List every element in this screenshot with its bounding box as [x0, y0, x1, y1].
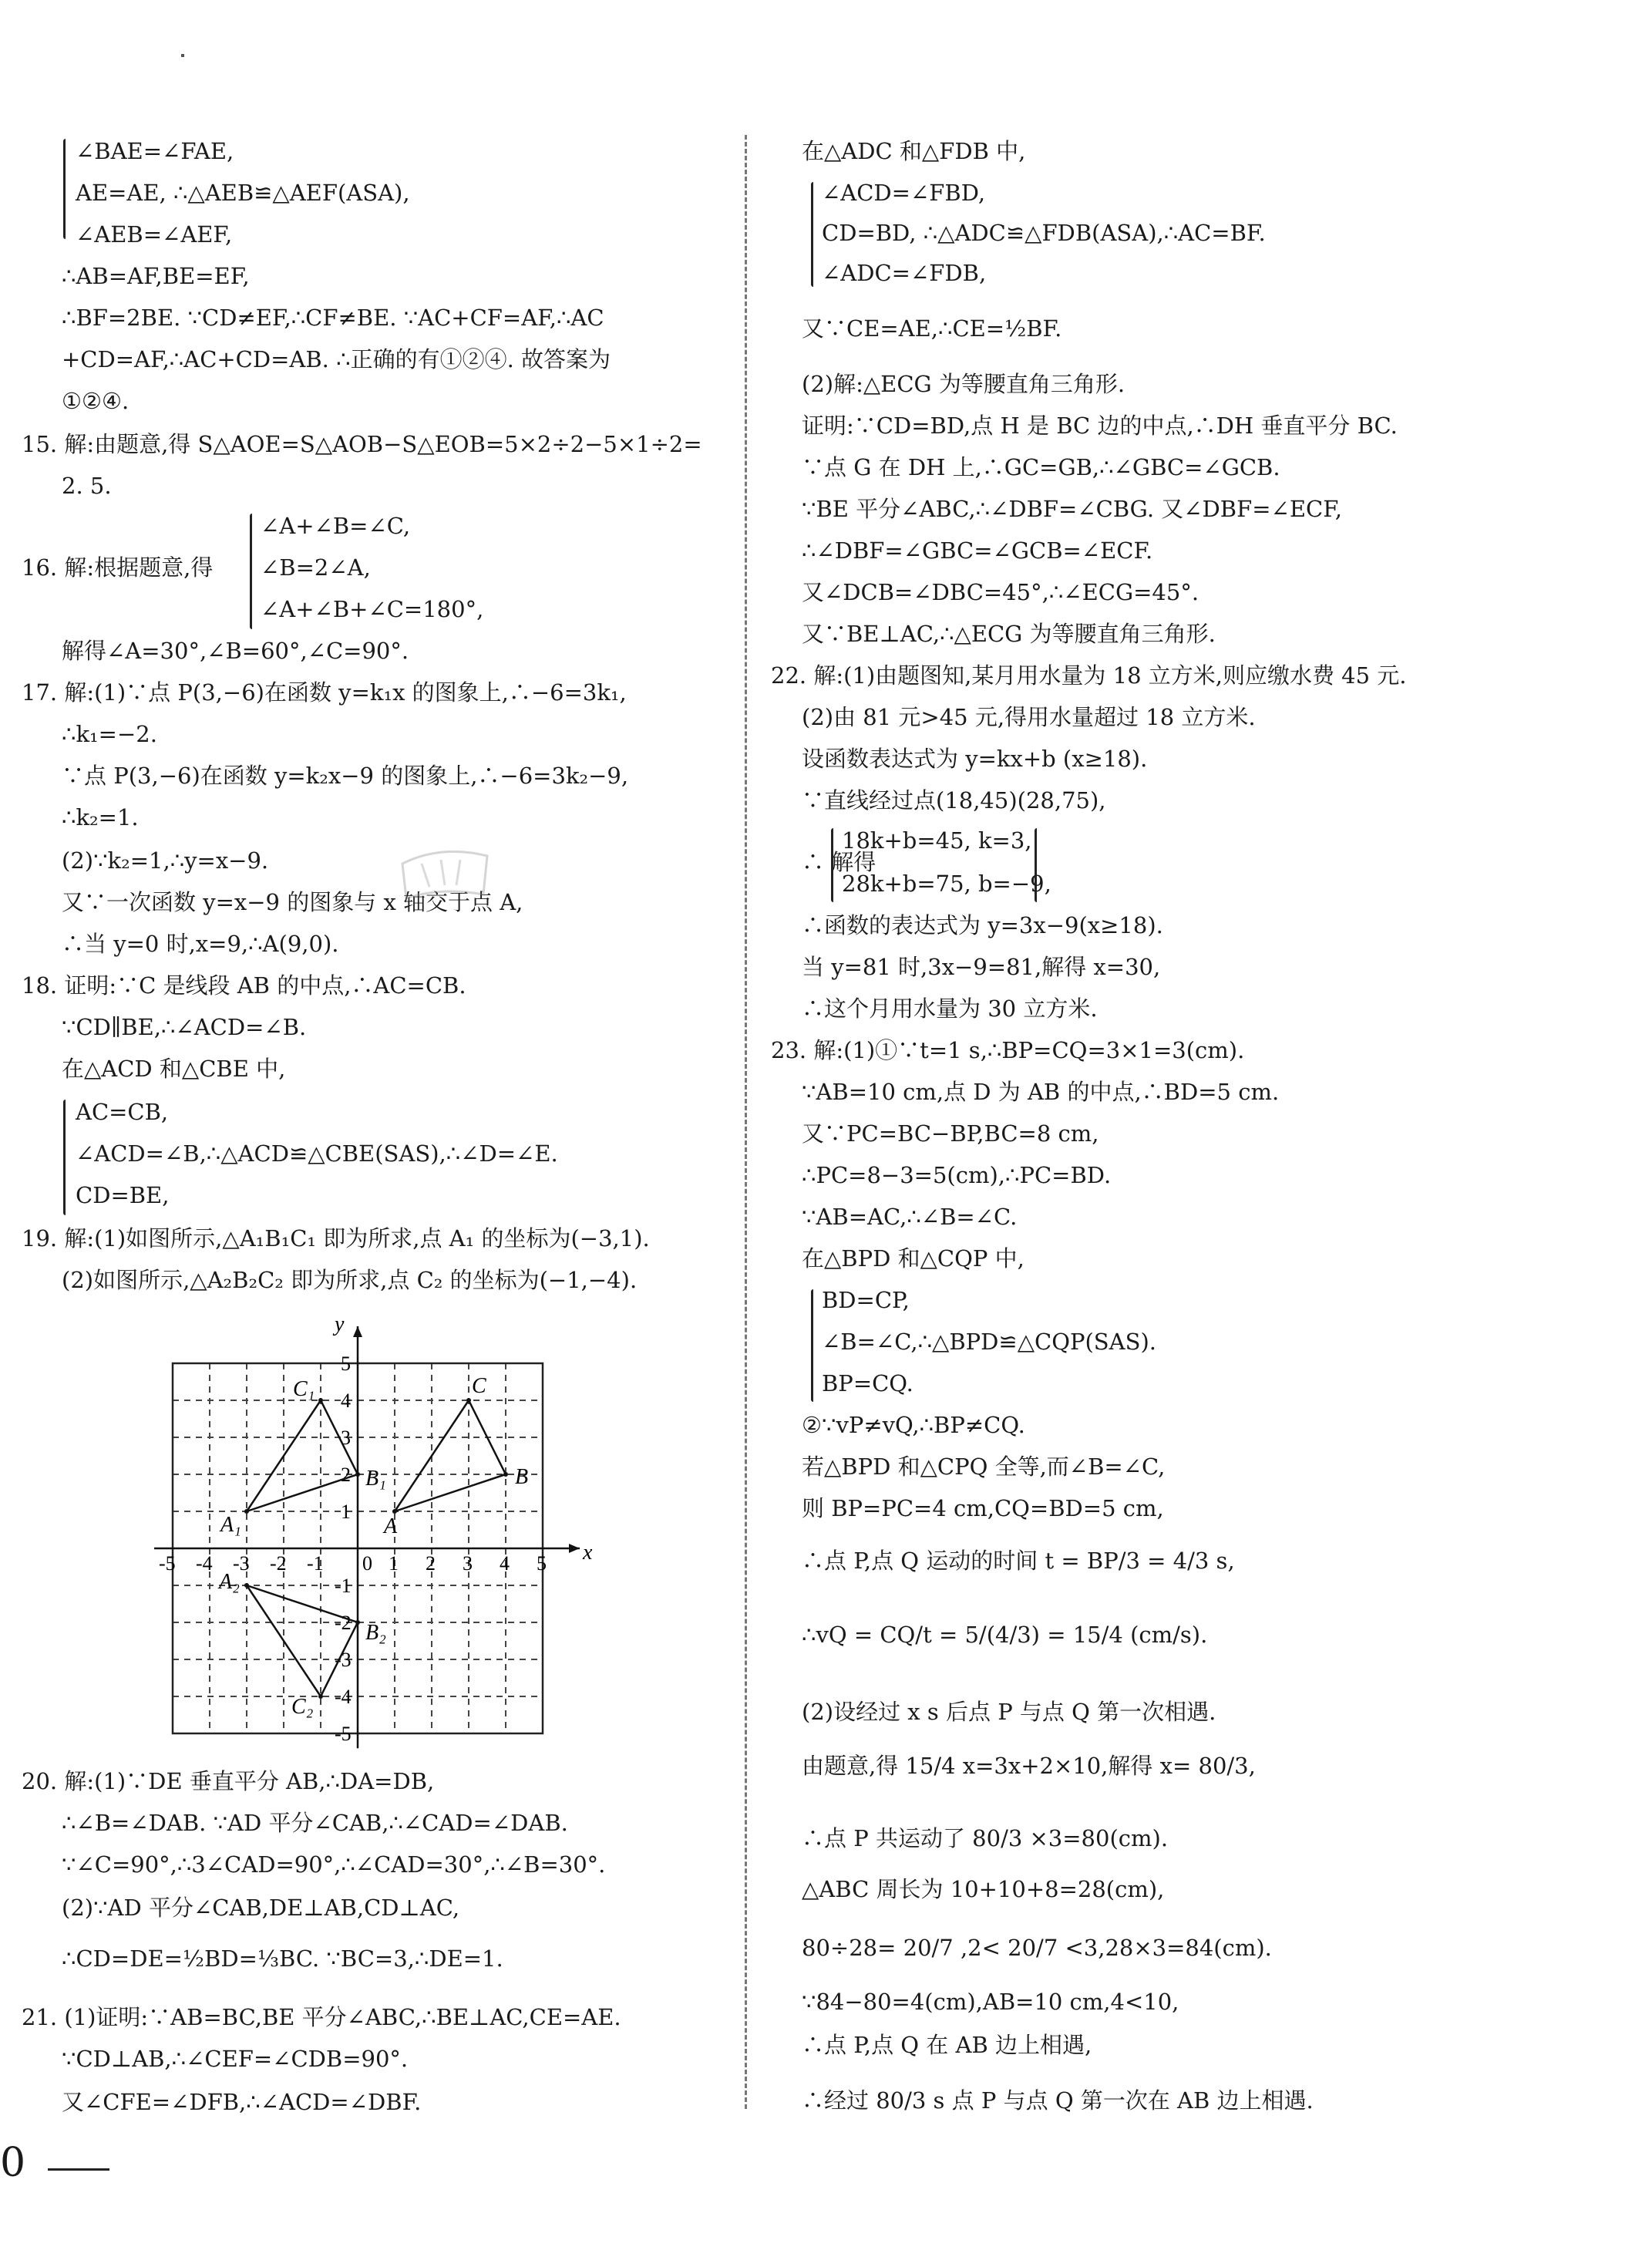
- text-line: ∠B=∠C,∴△BPD≌△CQP(SAS).: [822, 1329, 1157, 1355]
- text-line: BP=CQ.: [822, 1370, 913, 1396]
- vertex-point: [244, 1509, 249, 1514]
- text-line: CD=BE,: [76, 1182, 170, 1208]
- vertex-point: [244, 1583, 249, 1588]
- text-line: 2. 5.: [62, 473, 112, 499]
- text-line: (2)∵k₂=1,∴y=x−9.: [62, 847, 269, 874]
- text-line: (2)∵AD 平分∠CAB,DE⊥AB,CD⊥AC,: [62, 1895, 460, 1921]
- vertex-label: A: [384, 1514, 398, 1538]
- text-line: ∠ACD=∠FBD,: [822, 180, 986, 206]
- x-axis-label: x: [583, 1541, 593, 1565]
- text-line: (2)设经过 x s 后点 P 与点 Q 第一次相遇.: [802, 1699, 1216, 1725]
- watermark-stamp: [395, 840, 495, 902]
- text-line: ∵CD∥BE,∴∠ACD=∠B.: [62, 1014, 307, 1040]
- text-line: AE=AE, ∴△AEB≌△AEF(ASA),: [76, 180, 410, 206]
- vertex-point: [503, 1472, 508, 1477]
- text-line: ∠BAE=∠FAE,: [76, 138, 234, 164]
- vertex-label: C₁: [293, 1377, 315, 1401]
- vertex-label: B: [515, 1465, 529, 1489]
- vertex-label: B₁: [365, 1467, 386, 1491]
- text-line: ∴∠B=∠DAB. ∵AD 平分∠CAB,∴∠CAD=∠DAB.: [62, 1810, 568, 1836]
- text-line: ∴当 y=0 时,x=9,∴A(9,0).: [62, 931, 339, 957]
- y-tick-label: -4: [335, 1686, 352, 1708]
- text-line: (2)如图所示,△A₂B₂C₂ 即为所求,点 C₂ 的坐标为(−1,−4).: [62, 1267, 638, 1293]
- triangle-ABC: [395, 1400, 506, 1511]
- text-line: ∴CD=DE=½BD=⅓BC. ∵BC=3,∴DE=1.: [62, 1945, 503, 1972]
- text-line: 28k+b=75, b=−9,: [842, 871, 1051, 897]
- y-axis-label: y: [335, 1312, 345, 1336]
- vertex-label: A₂: [219, 1570, 240, 1594]
- text-line: 设函数表达式为 y=kx+b (x≥18).: [802, 746, 1148, 772]
- y-tick-label: -2: [335, 1612, 352, 1634]
- text-line: ∠B=2∠A,: [261, 554, 371, 581]
- y-tick-label: 3: [341, 1427, 351, 1449]
- x-tick-label: 3: [463, 1552, 473, 1575]
- y-tick-label: 5: [341, 1353, 351, 1375]
- text-line: ∴点 P,点 Q 运动的时间 t = BP/3 = 4/3 s,: [802, 1548, 1235, 1574]
- problem-21: 21. (1)证明:∵AB=BC,BE 平分∠ABC,∴BE⊥AC,CE=AE.: [22, 2004, 621, 2030]
- text-line: CD=BD, ∴△ADC≌△FDB(ASA),∴AC=BF.: [822, 220, 1266, 246]
- text-line: ∠A+∠B=∠C,: [261, 513, 411, 539]
- text-line: ∴vQ = CQ/t = 5/(4/3) = 15/4 (cm/s).: [802, 1622, 1208, 1648]
- triangle-A2B2C2: [247, 1585, 358, 1696]
- coordinate-graph: [153, 1303, 615, 1758]
- text-line: 在△BPD 和△CQP 中,: [802, 1245, 1025, 1272]
- vertex-label: C₂: [291, 1695, 314, 1719]
- scan-speck: [181, 54, 184, 57]
- text-line: 又∵一次函数 y=x−9 的图象与 x 轴交于点 A,: [62, 889, 523, 915]
- vertex-label: A₁: [220, 1513, 241, 1537]
- problem-18: 18. 证明:∵C 是线段 AB 的中点,∴AC=CB.: [22, 972, 466, 999]
- page-number: 0: [0, 2140, 26, 2186]
- triangle-A1B1C1: [247, 1400, 358, 1511]
- text-line: 18k+b=45, k=3,: [842, 827, 1032, 854]
- text-line: ∠AEB=∠AEF,: [76, 221, 233, 248]
- text-line: ∴PC=8−3=5(cm),∴PC=BD.: [802, 1162, 1112, 1188]
- text-line: 在△ADC 和△FDB 中,: [802, 138, 1026, 164]
- problem-22: 22. 解:(1)由题图知,某月用水量为 18 立方米,则应缴水费 45 元.: [771, 662, 1407, 689]
- system-brace: [63, 1100, 66, 1215]
- text-line: ∵CD⊥AB,∴∠CEF=∠CDB=90°.: [62, 2046, 409, 2072]
- x-tick-label: 2: [426, 1552, 436, 1575]
- text-line: 又∵BE⊥AC,∴△ECG 为等腰直角三角形.: [802, 621, 1216, 647]
- y-tick-label: 1: [341, 1501, 351, 1523]
- y-tick-label: -3: [335, 1649, 352, 1671]
- text-line: 又∠DCB=∠DBC=45°,∴∠ECG=45°.: [802, 579, 1199, 605]
- vertex-point: [318, 1694, 323, 1699]
- system-brace: [811, 182, 813, 287]
- y-tick-label: 4: [341, 1390, 351, 1412]
- text-line: (2)由 81 元>45 元,得用水量超过 18 立方米.: [802, 704, 1256, 730]
- text-line: 又∠CFE=∠DFB,∴∠ACD=∠DBF.: [62, 2089, 422, 2115]
- text-line: ∵∠C=90°,∴3∠CAD=90°,∴∠CAD=30°,∴∠B=30°.: [62, 1851, 606, 1878]
- x-tick-label: 1: [389, 1552, 399, 1575]
- text-line: ∠ACD=∠B,∴△ACD≌△CBE(SAS),∴∠D=∠E.: [76, 1140, 558, 1167]
- text-line: 则 BP=PC=4 cm,CQ=BD=5 cm,: [802, 1495, 1164, 1521]
- text-line: ∵BE 平分∠ABC,∴∠DBF=∠CBG. 又∠DBF=∠ECF,: [802, 496, 1343, 522]
- text-line: ∴k₁=−2.: [62, 721, 157, 747]
- text-line: 当 y=81 时,3x−9=81,解得 x=30,: [802, 954, 1161, 980]
- system-brace: [250, 514, 252, 629]
- vertex-label: C: [472, 1374, 486, 1398]
- x-tick-label: -5: [159, 1552, 176, 1575]
- text-line: BD=CP,: [822, 1287, 910, 1313]
- text-line: ∵AB=10 cm,点 D 为 AB 的中点,∴BD=5 cm.: [802, 1079, 1280, 1105]
- x-tick-label: 4: [500, 1552, 510, 1575]
- text-line: △ABC 周长为 10+10+8=28(cm),: [802, 1876, 1165, 1902]
- text-line: ①②④.: [62, 388, 130, 414]
- text-line: (2)解:△ECG 为等腰直角三角形.: [802, 371, 1125, 397]
- text-line: 解得∠A=30°,∠B=60°,∠C=90°.: [62, 638, 409, 664]
- text-line: ∵点 G 在 DH 上,∴GC=GB,∴∠GBC=∠GCB.: [802, 454, 1280, 480]
- text-line: 证明:∵CD=BD,点 H 是 BC 边的中点,∴DH 垂直平分 BC.: [802, 413, 1398, 439]
- problem-17: 17. 解:(1)∵点 P(3,−6)在函数 y=k₁x 的图象上,∴−6=3k₁,: [22, 679, 627, 706]
- x-tick-label: -4: [196, 1552, 213, 1575]
- problem-23: 23. 解:(1)①∵t=1 s,∴BP=CQ=3×1=3(cm).: [771, 1037, 1245, 1063]
- text-line: 在△ACD 和△CBE 中,: [62, 1056, 286, 1082]
- text-line: ∠ADC=∠FDB,: [822, 260, 987, 286]
- vertex-point: [355, 1472, 360, 1477]
- text-line: ∴ 解得: [802, 849, 876, 875]
- vertex-point: [466, 1398, 471, 1403]
- text-line: ∴BF=2BE. ∵CD≠EF,∴CF≠BE. ∵AC+CF=AF,∴AC: [62, 305, 604, 331]
- text-line: 若△BPD 和△CPQ 全等,而∠B=∠C,: [802, 1454, 1166, 1480]
- vertex-label: B₂: [365, 1621, 386, 1645]
- text-line: ∵直线经过点(18,45)(28,75),: [802, 787, 1106, 814]
- text-line: ∴∠DBF=∠GBC=∠GCB=∠ECF.: [802, 537, 1153, 564]
- text-line: ②∵vP≠vQ,∴BP≠CQ.: [802, 1412, 1025, 1438]
- text-line: ∵点 P(3,−6)在函数 y=k₂x−9 的图象上,∴−6=3k₂−9,: [62, 763, 629, 789]
- problem-20: 20. 解:(1)∵DE 垂直平分 AB,∴DA=DB,: [22, 1768, 435, 1794]
- system-brace: [63, 139, 66, 239]
- text-line: ∴函数的表达式为 y=3x−9(x≥18).: [802, 912, 1163, 938]
- y-tick-label: 2: [341, 1464, 351, 1486]
- problem-19: 19. 解:(1)如图所示,△A₁B₁C₁ 即为所求,点 A₁ 的坐标为(−3,1).: [22, 1225, 650, 1251]
- vertex-point: [392, 1509, 397, 1514]
- vertex-point: [318, 1398, 323, 1403]
- text-line: ∵AB=AC,∴∠B=∠C.: [802, 1204, 1018, 1230]
- text-line: ∴点 P,点 Q 在 AB 边上相遇,: [802, 2032, 1092, 2058]
- text-line: ∠A+∠B+∠C=180°,: [261, 596, 484, 622]
- x-tick-label: 0: [362, 1552, 372, 1575]
- text-line: 又∵PC=BC−BP,BC=8 cm,: [802, 1120, 1099, 1147]
- page-number-rule: [48, 2168, 109, 2171]
- column-divider: [745, 135, 747, 2109]
- triangles: [217, 1374, 528, 1719]
- x-tick-label: -2: [270, 1552, 287, 1575]
- x-tick-label: -1: [307, 1552, 324, 1575]
- problem-16: 16. 解:根据题意,得: [22, 554, 214, 581]
- x-axis-arrow: [569, 1544, 580, 1553]
- y-tick-label: -1: [335, 1575, 352, 1597]
- y-tick-label: -5: [335, 1723, 352, 1745]
- x-tick-label: 5: [537, 1552, 547, 1575]
- system-brace: [811, 1289, 813, 1402]
- text-line: ∴经过 80/3 s 点 P 与点 Q 第一次在 AB 边上相遇.: [802, 2087, 1314, 2114]
- x-tick-label: -3: [233, 1552, 250, 1575]
- text-line: 又∵CE=AE,∴CE=½BF.: [802, 315, 1062, 342]
- text-line: ∵84−80=4(cm),AB=10 cm,4<10,: [802, 1989, 1179, 2015]
- text-line: 80÷28= 20/7 ,2< 20/7 <3,28×3=84(cm).: [802, 1935, 1272, 1961]
- text-line: ∴AB=AF,BE=EF,: [62, 263, 250, 289]
- text-line: ∴k₂=1.: [62, 804, 139, 830]
- text-line: AC=CB,: [76, 1099, 169, 1125]
- vertex-point: [355, 1620, 360, 1625]
- text-line: +CD=AF,∴AC+CD=AB. ∴正确的有①②④. 故答案为: [62, 346, 611, 372]
- text-line: 由题意,得 15/4 x=3x+2×10,解得 x= 80/3,: [802, 1753, 1256, 1779]
- text-line: ∴点 P 共运动了 80/3 ×3=80(cm).: [802, 1825, 1169, 1851]
- y-axis-arrow: [353, 1326, 362, 1337]
- text-line: ∴这个月用水量为 30 立方米.: [802, 995, 1098, 1022]
- problem-15: 15. 解:由题意,得 S△AOE=S△AOB−S△EOB=5×2÷2−5×1÷2=: [22, 431, 702, 457]
